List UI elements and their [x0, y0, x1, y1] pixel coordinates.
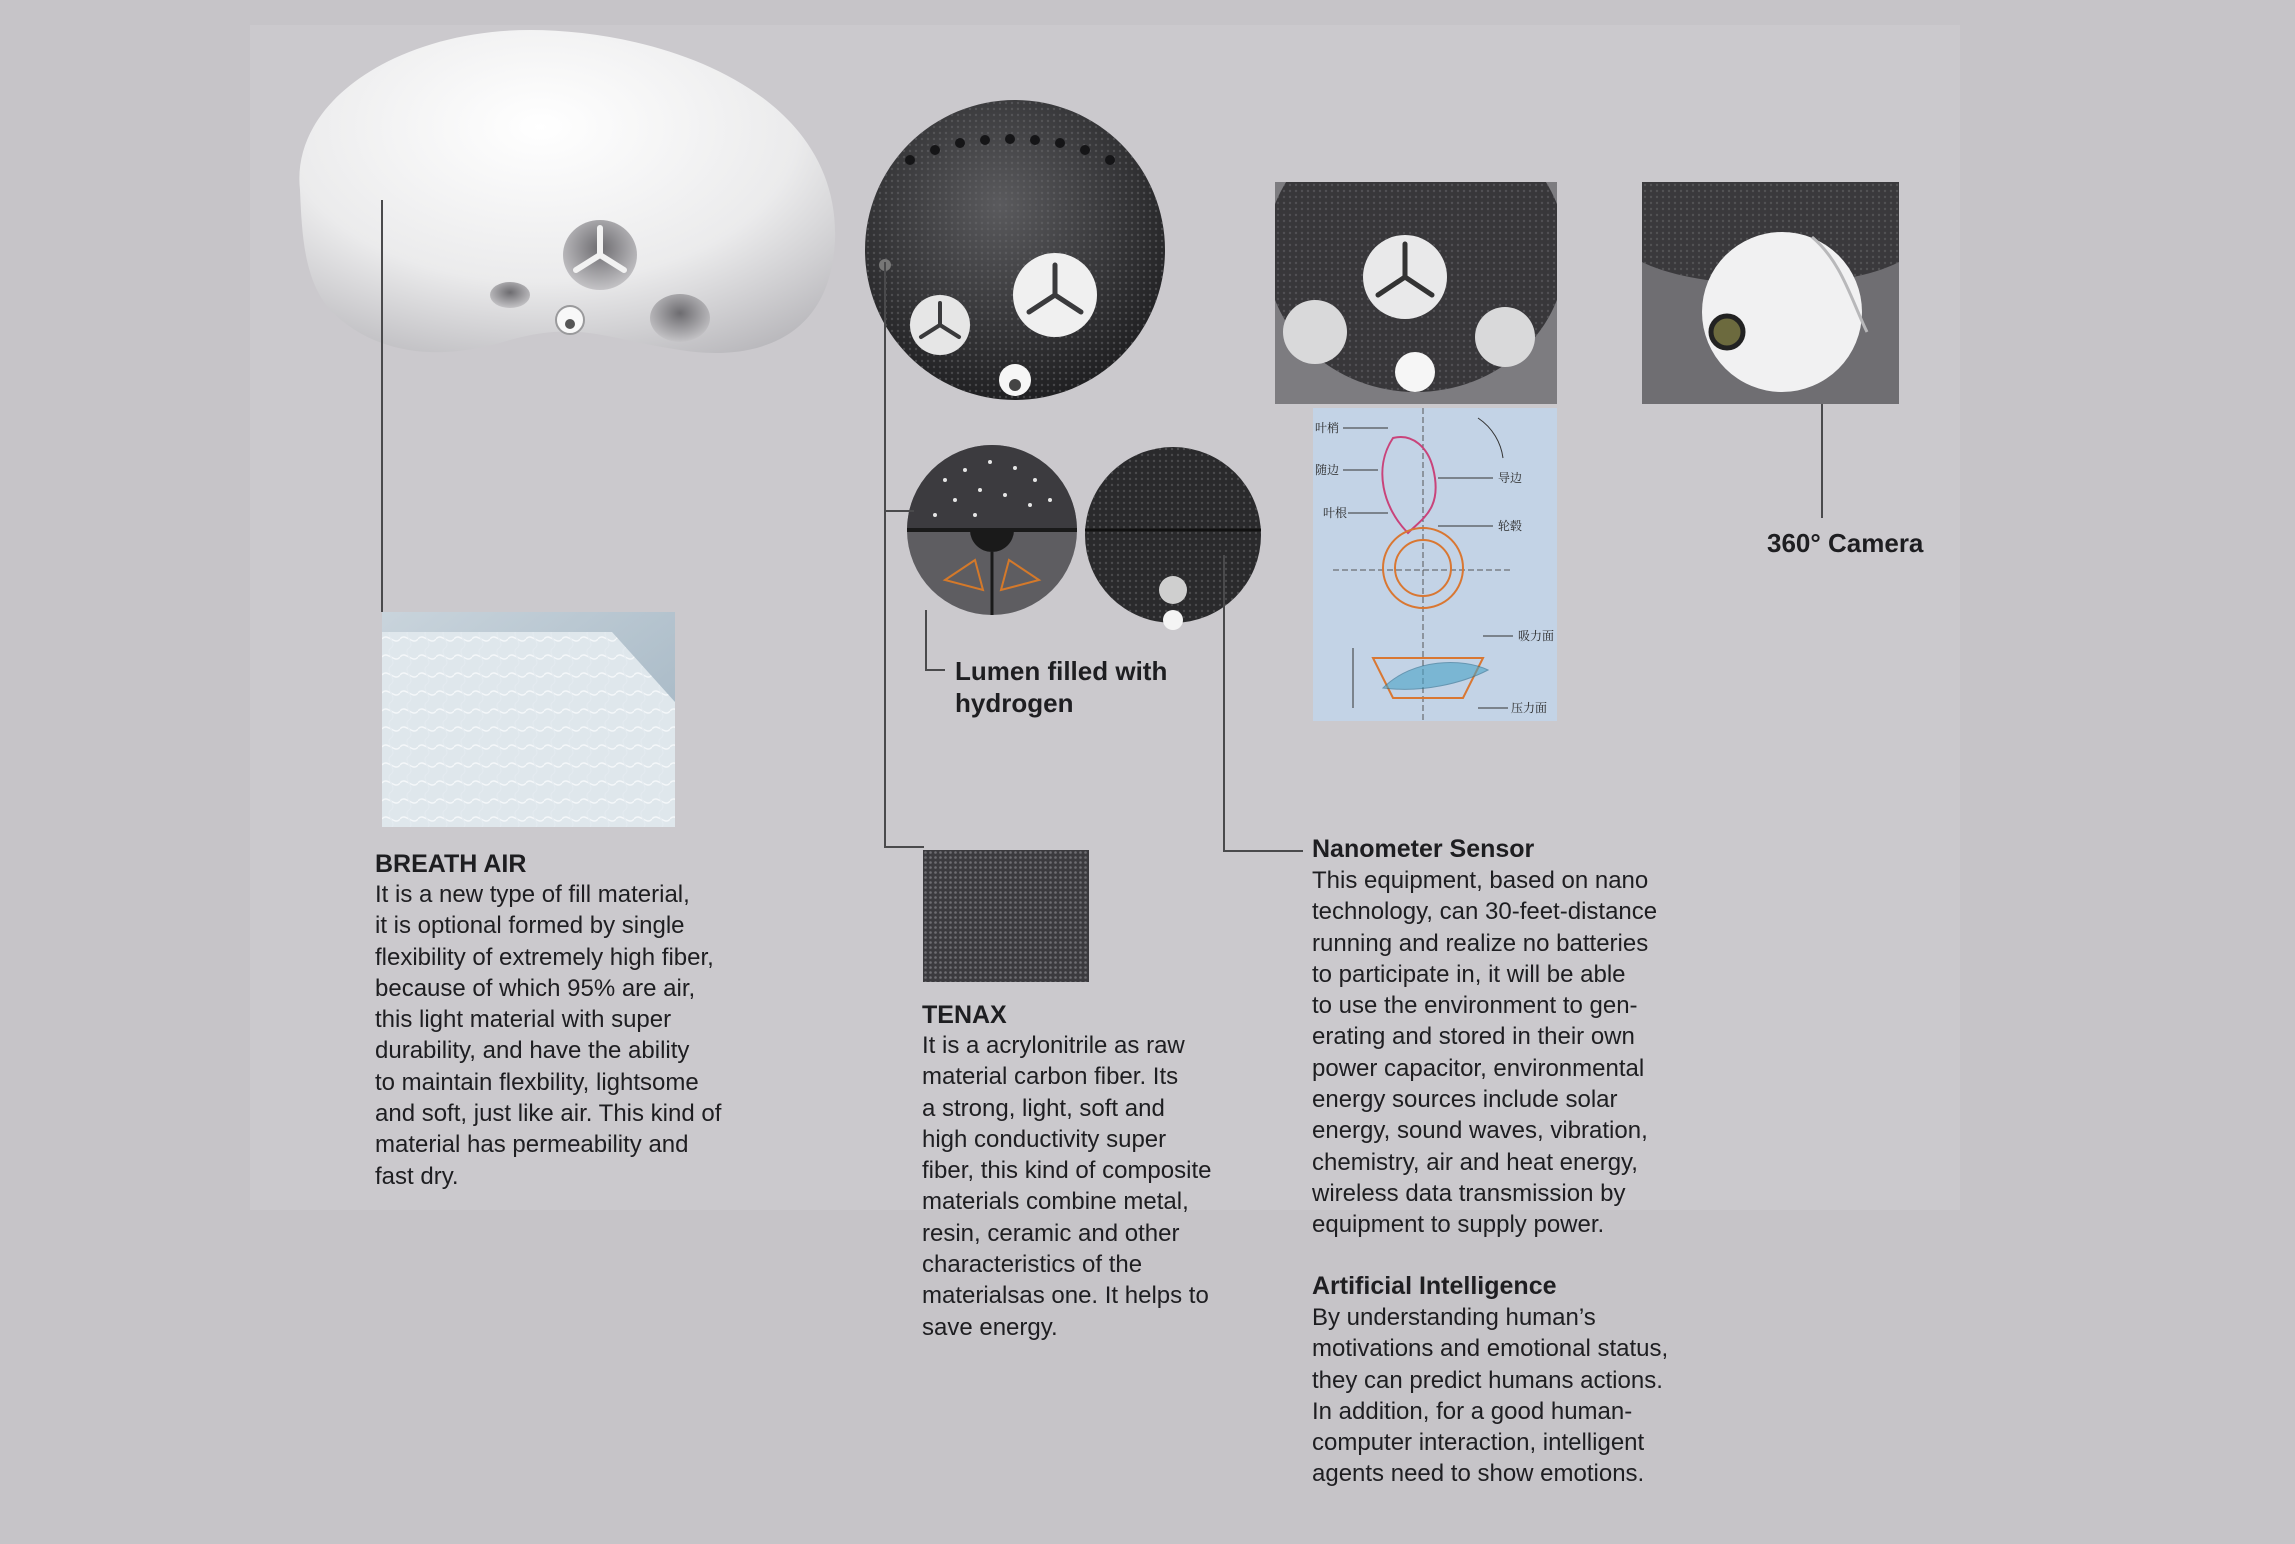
- leader-line-sensor-vertical: [1223, 555, 1225, 851]
- leader-line-lumen-vertical: [925, 610, 927, 670]
- leader-line-sensor-horizontal: [1223, 850, 1303, 852]
- camera-label: 360° Camera: [1767, 528, 1924, 558]
- leader-line-tenax-bottom: [884, 846, 924, 848]
- diagram-label: 叶根: [1323, 506, 1348, 520]
- leader-line-lumen-horizontal: [925, 669, 945, 671]
- tenax-material-photo: [923, 850, 1089, 982]
- drone-underside-photo: [1275, 182, 1557, 404]
- leader-line-tenax-vertical: [884, 262, 886, 847]
- dark-drone-image: [865, 100, 1175, 420]
- diagram-label: 轮毂: [1498, 519, 1523, 533]
- diagram-label: 吸力面: [1518, 629, 1555, 643]
- leader-line-breath-air: [381, 200, 383, 612]
- ai-heading: Artificial Intelligence: [1312, 1272, 1557, 1300]
- tenax-body: It is a acrylonitrile as raw material carbon fiber. Its a strong, light, soft and high conductivity super fiber, this kind of composite materials combine metal, resin, ceramic and other characteristics of the materialsas one. It helps to save energy.: [922, 1032, 1212, 1341]
- white-drone-image: [280, 20, 850, 400]
- breath-air-body: It is a new type of fill material, it is optional formed by single flexibility of extremely high fiber, because of which 95% are air, this light material with super durability, and have the ability to maintain flexbility, lightsome and soft, just like air. This kind of material has permeability and fast dry.: [375, 881, 722, 1190]
- diagram-label: 导边: [1498, 471, 1523, 485]
- ai-body: By understanding human’s motivations and emotional status, they can predict humans actions. In addition, for a good human- computer interaction, intelligent agents need to show emotions.: [1312, 1304, 1669, 1488]
- camera-closeup-photo: [1642, 182, 1899, 404]
- nanometer-sensor-heading: Nanometer Sensor: [1312, 835, 1535, 863]
- diagram-label: 随边: [1315, 463, 1340, 477]
- lumen-label: Lumen filled with hydrogen: [955, 656, 1168, 718]
- diagram-label: 叶梢: [1315, 421, 1340, 435]
- nanometer-sensor-body: This equipment, based on nano technology, can 30-feet-distance running and realize no batteries to participate in, it will be able to use the environment to gen- erating and stored in their own power capacitor, environmental energy sources include solar energy, sound waves, vibration, chemistry, air and heat energy, wireless data transmission by equipment to supply power.: [1312, 867, 1658, 1239]
- breath-air-heading: BREATH AIR: [375, 850, 527, 878]
- breath-air-material-photo: [382, 612, 675, 827]
- leader-line-tenax-branch: [884, 510, 914, 512]
- tenax-heading: TENAX: [922, 1001, 1007, 1029]
- cross-section-image: [905, 440, 1265, 640]
- blade-diagram: [1313, 408, 1557, 721]
- diagram-label: 压力面: [1511, 701, 1548, 715]
